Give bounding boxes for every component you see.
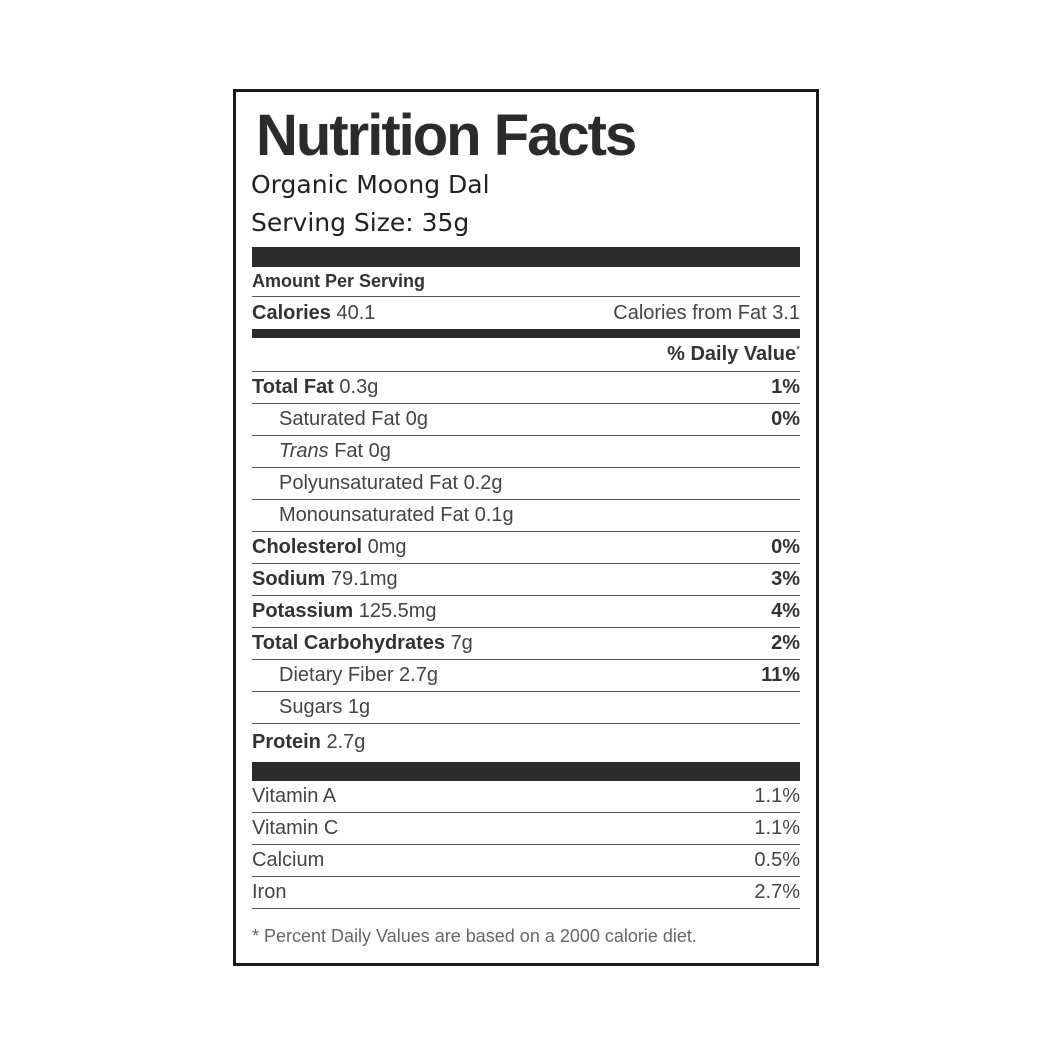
- dv-total-carbohydrates: 2%: [771, 632, 800, 654]
- dv-cholesterol: 0%: [771, 536, 800, 558]
- nutrient-row-cholesterol: Cholesterol 0mg 0%: [252, 532, 800, 564]
- calories-value: 40.1: [336, 301, 376, 324]
- nutrient-row-protein: Protein 2.7g: [252, 730, 366, 753]
- dv-potassium: 4%: [771, 600, 800, 622]
- calories-from-fat-value: 3.1: [772, 301, 800, 324]
- dv-sodium: 3%: [771, 568, 800, 590]
- medium-divider: [252, 329, 800, 338]
- dv-dietary-fiber: 11%: [761, 664, 800, 686]
- thick-divider: [252, 247, 800, 267]
- amount-per-serving-row: [252, 267, 800, 297]
- mineral-row-calcium: Calcium 0.5%: [252, 845, 800, 877]
- nutrient-row-potassium: Potassium 125.5mg 4%: [252, 596, 800, 628]
- serving-size: Serving Size: 35g: [251, 208, 470, 237]
- nutrient-row-polyunsaturated-fat: Polyunsaturated Fat 0.2g: [252, 468, 800, 500]
- nutrient-row-dietary-fiber: Dietary Fiber 2.7g 11%: [252, 660, 800, 692]
- nutrient-row-saturated-fat: Saturated Fat 0g 0%: [252, 404, 800, 436]
- daily-value-header: % Daily Value*: [252, 338, 800, 372]
- dv-saturated-fat: 0%: [771, 408, 800, 430]
- nutrient-row-monounsaturated-fat: Monounsaturated Fat 0.1g: [252, 500, 800, 532]
- nutrient-row-sodium: Sodium 79.1mg 3%: [252, 564, 800, 596]
- vitamin-row-a: Vitamin A 1.1%: [252, 781, 800, 813]
- label-title: Nutrition Facts: [256, 103, 636, 168]
- nutrient-row-sugars: Sugars 1g: [252, 692, 800, 724]
- nutrient-row-total-fat: Total Fat 0.3g 1%: [252, 372, 800, 404]
- dv-total-fat: 1%: [771, 376, 800, 398]
- calories-row: [252, 297, 800, 329]
- daily-value-footnote: * Percent Daily Values are based on a 2000 calorie diet.: [252, 926, 697, 946]
- nutrition-label: [233, 89, 819, 966]
- calories-from-fat-label: Calories from Fat: [613, 301, 767, 324]
- thick-divider-vitamins: [252, 762, 800, 781]
- calories-label: Calories: [252, 301, 331, 324]
- mineral-row-iron: Iron 2.7%: [252, 877, 800, 909]
- amount-per-serving-label: Amount Per Serving: [252, 271, 426, 291]
- nutrient-row-total-carbohydrates: Total Carbohydrates 7g 2%: [252, 628, 800, 660]
- vitamin-row-c: Vitamin C 1.1%: [252, 813, 800, 845]
- nutrient-row-trans-fat: Trans Fat 0g: [252, 436, 800, 468]
- product-name: Organic Moong Dal: [251, 170, 490, 199]
